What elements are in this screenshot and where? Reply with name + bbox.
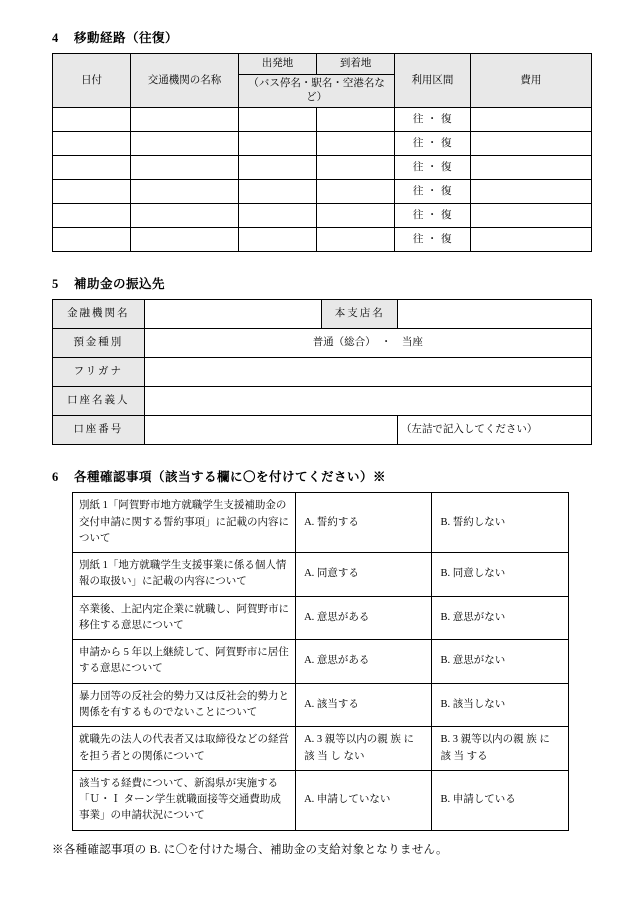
confirm-option-a[interactable]: A. 同意する xyxy=(296,553,432,597)
route-cell-departure[interactable] xyxy=(238,180,316,204)
section-title-bank xyxy=(52,274,592,292)
confirm-item-text: 別紙 1「阿賀野市地方就職学生支援補助金の交付申請に関する誓約事項」に記載の内容について xyxy=(73,493,296,553)
route-cell-arrival[interactable] xyxy=(317,108,395,132)
route-cell-cost[interactable] xyxy=(470,108,591,132)
confirm-option-b[interactable]: B. 申請している xyxy=(432,770,568,830)
route-header-arrival: 到着地 xyxy=(317,54,395,75)
confirm-option-b[interactable]: B. 3 親等以内の親 族 に 該 当 する xyxy=(432,727,568,771)
table-row xyxy=(73,553,569,597)
table-row xyxy=(73,727,569,771)
table-row xyxy=(53,180,592,204)
route-cell-cost[interactable] xyxy=(470,180,591,204)
section-title-route xyxy=(52,28,592,46)
table-row xyxy=(53,329,592,358)
bank-label-account: 口座番号 xyxy=(53,416,145,445)
route-header-transport: 交通機関の名称 xyxy=(131,54,239,108)
confirm-item-text: 卒業後、上記内定企業に就職し、阿賀野市に移住する意思について xyxy=(73,596,296,640)
table-row xyxy=(53,387,592,416)
table-row xyxy=(53,416,592,445)
bank-label-deposit-type: 預金種別 xyxy=(53,329,145,358)
route-header-cost: 費用 xyxy=(470,54,591,108)
route-cell-departure[interactable] xyxy=(238,156,316,180)
confirm-footnote: ※各種確認事項の B. に〇を付けた場合、補助金の支給対象となりません。 xyxy=(52,843,448,856)
bank-label-holder: 口座名義人 xyxy=(53,387,145,416)
bank-value-deposit-type[interactable]: 普通（総合） ・ 当座 xyxy=(144,329,591,358)
table-row xyxy=(53,156,592,180)
route-cell-date[interactable] xyxy=(53,156,131,180)
route-cell-cost[interactable] xyxy=(470,156,591,180)
route-cell-transport[interactable] xyxy=(131,132,239,156)
route-cell-transport[interactable] xyxy=(131,108,239,132)
route-cell-segment[interactable]: 往 ・ 復 xyxy=(395,180,470,204)
table-row xyxy=(53,300,592,329)
route-cell-transport[interactable] xyxy=(131,228,239,252)
table-row xyxy=(53,358,592,387)
bank-value-branch[interactable] xyxy=(397,300,591,329)
confirm-option-a[interactable]: A. 3 親等以内の親 族 に 該 当 し ない xyxy=(296,727,432,771)
table-row xyxy=(53,204,592,228)
section-label-bank: 補助金の振込先 xyxy=(74,277,166,292)
confirm-option-b[interactable]: B. 意思がない xyxy=(432,640,568,684)
section-title-confirm xyxy=(52,467,592,485)
section-number-bank: 5 xyxy=(52,277,59,292)
route-cell-transport[interactable] xyxy=(131,156,239,180)
confirm-table xyxy=(72,492,569,830)
confirm-option-b[interactable]: B. 同意しない xyxy=(432,553,568,597)
route-cell-departure[interactable] xyxy=(238,204,316,228)
route-cell-cost[interactable] xyxy=(470,132,591,156)
route-header-row-1 xyxy=(53,54,592,75)
section-label-route: 移動経路（往復） xyxy=(74,31,179,45)
section-number-confirm: 6 xyxy=(52,470,59,485)
confirm-option-a[interactable]: A. 該当する xyxy=(296,683,432,727)
route-cell-date[interactable] xyxy=(53,228,131,252)
route-cell-transport[interactable] xyxy=(131,204,239,228)
route-cell-arrival[interactable] xyxy=(317,156,395,180)
bank-note-account: （左詰で記入してください） xyxy=(397,416,591,445)
confirm-item-text: 別紙 1「地方就職学生支援事業に係る個人情報の取扱い」に記載の内容について xyxy=(73,553,296,597)
bank-value-holder[interactable] xyxy=(144,387,591,416)
confirm-option-a[interactable]: A. 意思がある xyxy=(296,640,432,684)
route-cell-arrival[interactable] xyxy=(317,204,395,228)
route-cell-arrival[interactable] xyxy=(317,132,395,156)
route-cell-segment[interactable]: 往 ・ 復 xyxy=(395,204,470,228)
table-row xyxy=(53,228,592,252)
table-row xyxy=(73,596,569,640)
route-cell-segment[interactable]: 往 ・ 復 xyxy=(395,132,470,156)
route-cell-departure[interactable] xyxy=(238,132,316,156)
route-cell-segment[interactable]: 往 ・ 復 xyxy=(395,156,470,180)
route-header-place-note: （バス停名・駅名・空港名など） xyxy=(238,75,394,108)
route-header-segment: 利用区間 xyxy=(395,54,470,108)
confirm-option-a[interactable]: A. 申請していない xyxy=(296,770,432,830)
route-cell-transport[interactable] xyxy=(131,180,239,204)
section-number-route: 4 xyxy=(52,31,59,45)
confirm-item-text: 申請から 5 年以上継続して、阿賀野市に居住する意思について xyxy=(73,640,296,684)
bank-table xyxy=(52,299,592,445)
section-label-confirm: 各種確認事項（該当する欄に〇を付けてください）※ xyxy=(74,470,387,485)
table-row xyxy=(53,108,592,132)
confirm-item-text: 就職先の法人の代表者又は取締役などの経営を担う者との関係について xyxy=(73,727,296,771)
route-cell-segment[interactable]: 往 ・ 復 xyxy=(395,108,470,132)
bank-value-account[interactable] xyxy=(144,416,397,445)
bank-label-furigana: フリガナ xyxy=(53,358,145,387)
route-cell-date[interactable] xyxy=(53,108,131,132)
route-cell-cost[interactable] xyxy=(470,204,591,228)
route-cell-date[interactable] xyxy=(53,132,131,156)
route-cell-segment[interactable]: 往 ・ 復 xyxy=(395,228,470,252)
route-cell-departure[interactable] xyxy=(238,228,316,252)
route-table xyxy=(52,53,592,252)
bank-label-branch: 本支店名 xyxy=(322,300,397,329)
route-cell-date[interactable] xyxy=(53,180,131,204)
bank-value-institution[interactable] xyxy=(144,300,322,329)
confirm-option-b[interactable]: B. 該当しない xyxy=(432,683,568,727)
table-row xyxy=(73,493,569,553)
table-row xyxy=(73,640,569,684)
route-cell-arrival[interactable] xyxy=(317,228,395,252)
route-cell-cost[interactable] xyxy=(470,228,591,252)
table-row xyxy=(73,683,569,727)
route-header-date: 日付 xyxy=(53,54,131,108)
confirm-option-b[interactable]: B. 誓約しない xyxy=(432,493,568,553)
table-row xyxy=(53,132,592,156)
confirm-option-a[interactable]: A. 誓約する xyxy=(296,493,432,553)
confirm-item-text: 該当する経費について、新潟県が実施する「Ｕ・Ｉ ターン学生就職面接等交通費助成事業」の申請状況について xyxy=(73,770,296,830)
confirm-option-b[interactable]: B. 意思がない xyxy=(432,596,568,640)
route-cell-date[interactable] xyxy=(53,204,131,228)
route-cell-departure[interactable] xyxy=(238,108,316,132)
route-cell-arrival[interactable] xyxy=(317,180,395,204)
bank-label-institution: 金融機関名 xyxy=(53,300,145,329)
confirm-option-a[interactable]: A. 意思がある xyxy=(296,596,432,640)
table-row xyxy=(73,770,569,830)
bank-value-furigana[interactable] xyxy=(144,358,591,387)
route-header-departure: 出発地 xyxy=(238,54,316,75)
confirm-item-text: 暴力団等の反社会的勢力又は反社会的勢力と関係を有するものでないことについて xyxy=(73,683,296,727)
